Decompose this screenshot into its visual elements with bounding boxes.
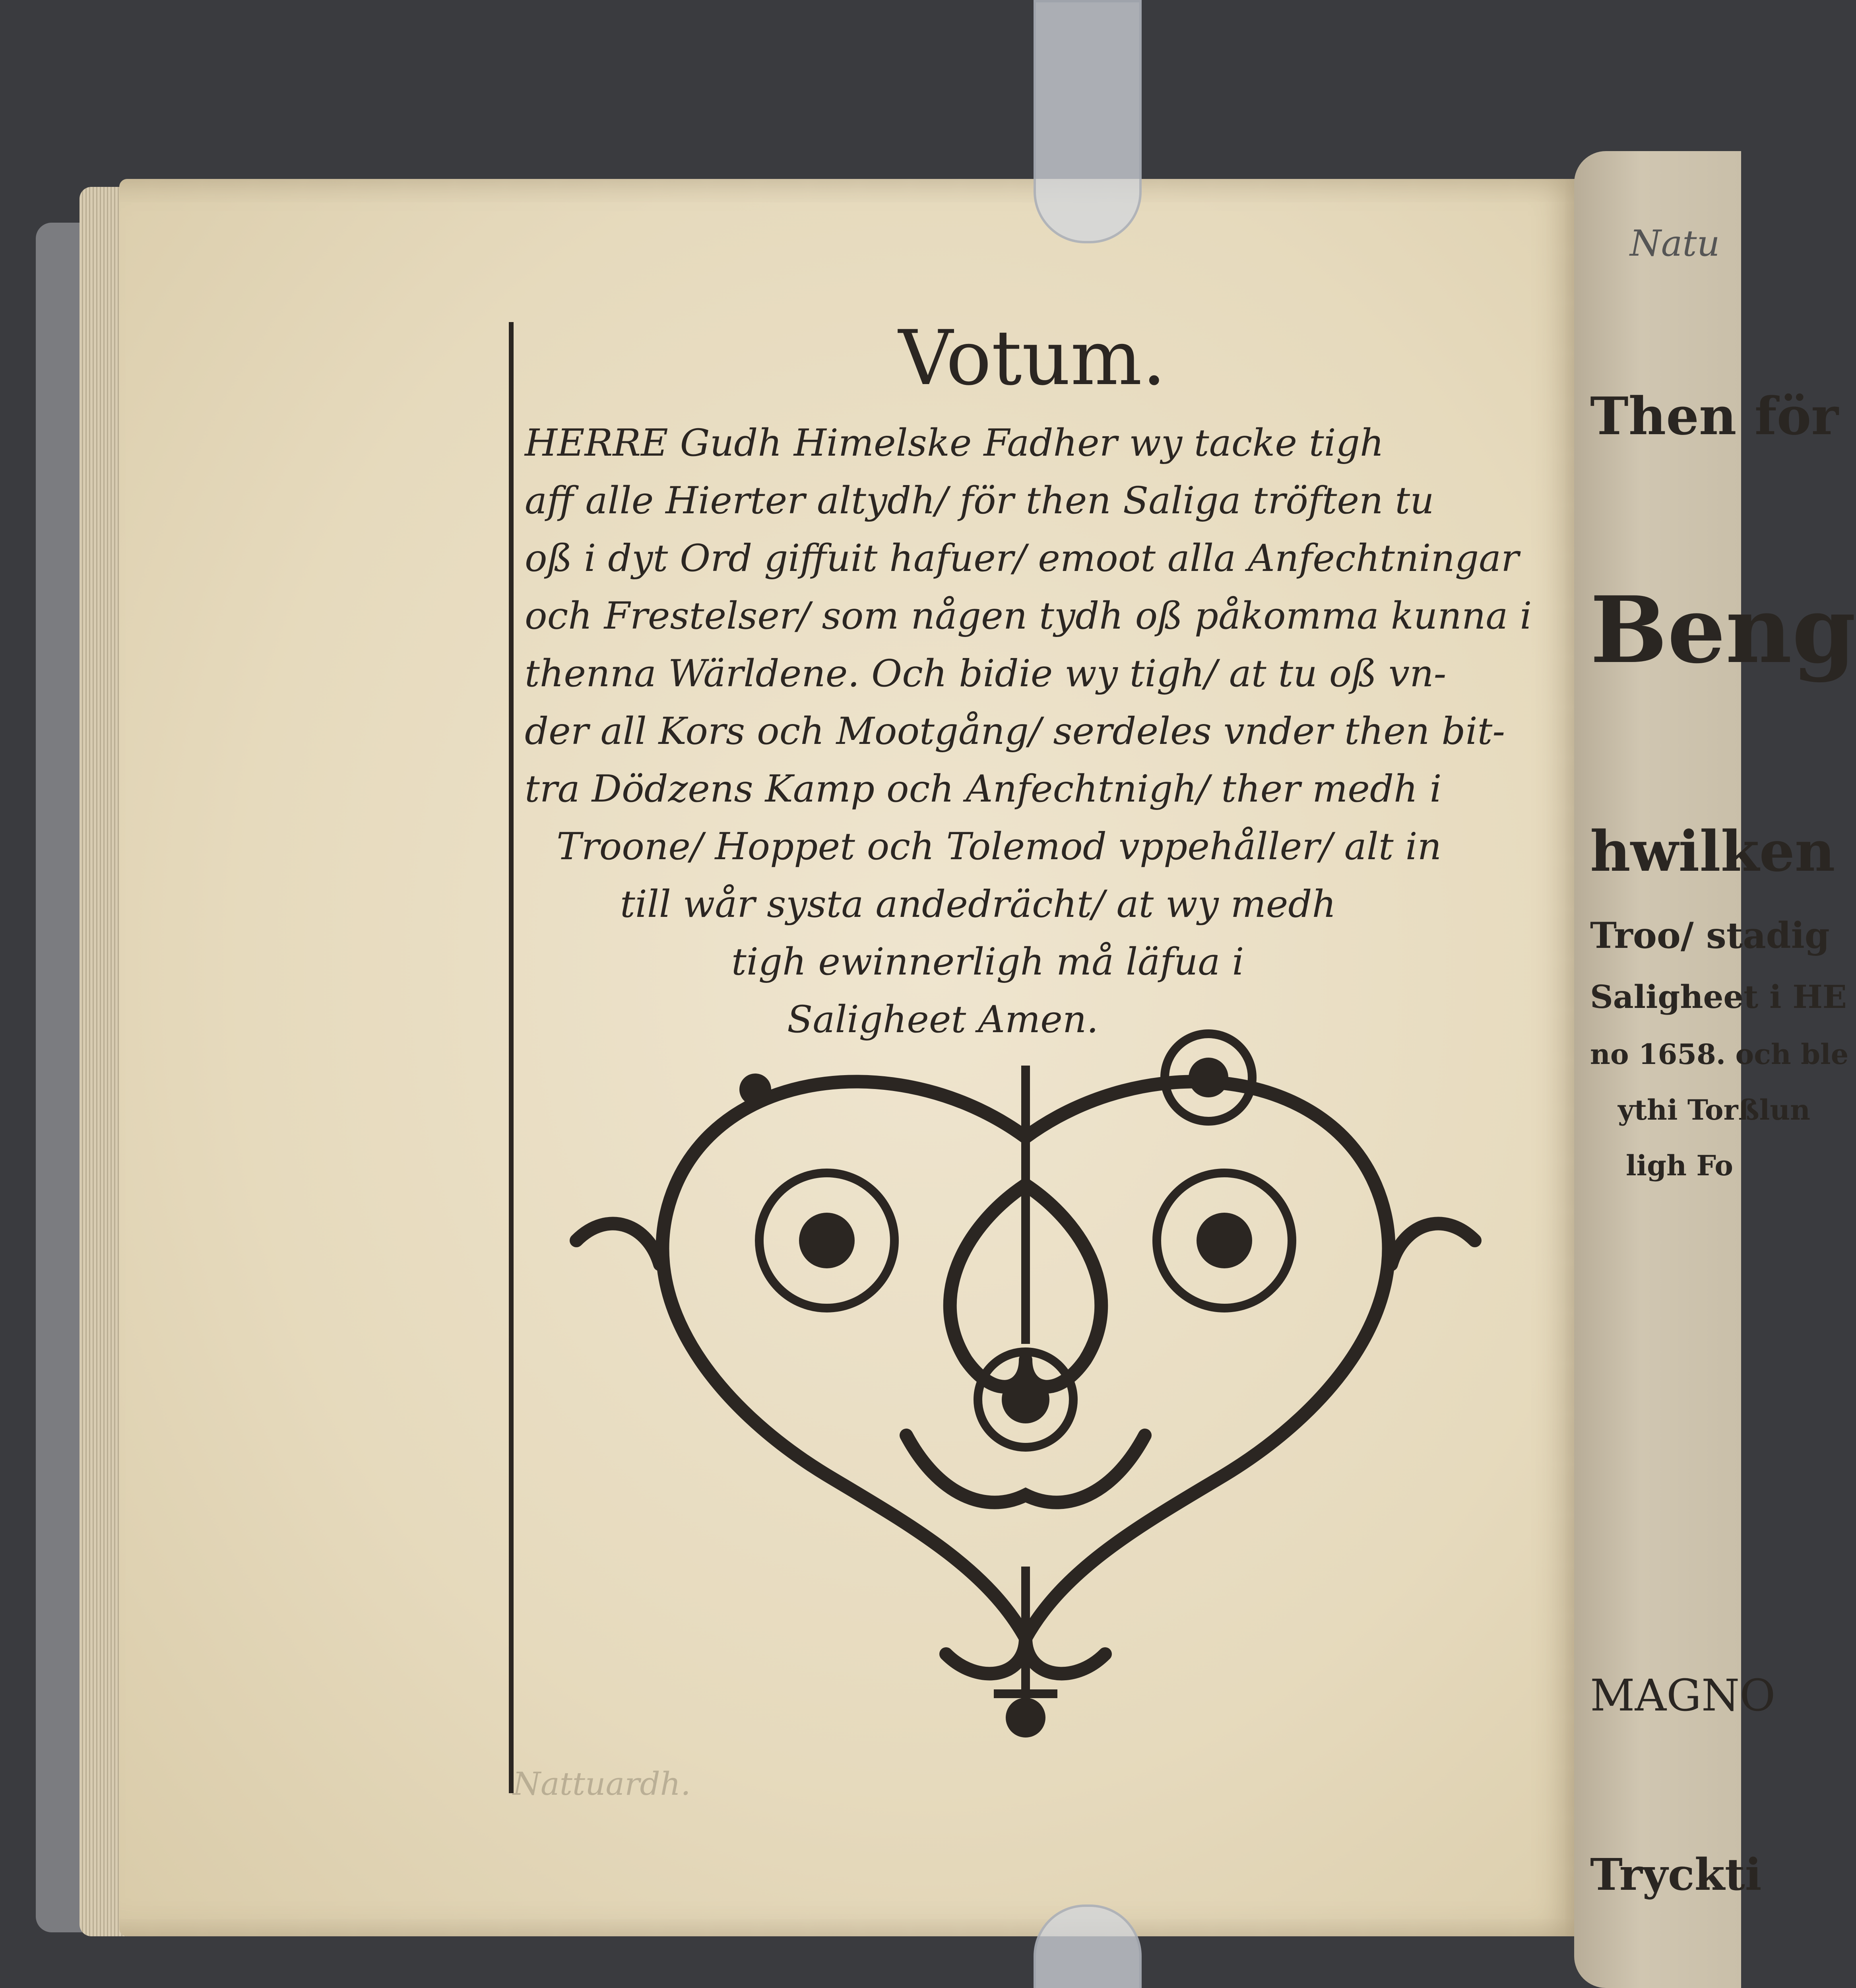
right-fragment: Beng: [1590, 577, 1856, 684]
right-fragment: Then för: [1590, 386, 1839, 447]
text-line: och Frestelser/ som någen tydh oß påkomma kunna i: [525, 594, 1532, 638]
right-page-text: [1590, 199, 1856, 1948]
text-line: Saligheet Amen.: [787, 998, 1099, 1041]
text-line: till wår systa andedrächt/ at wy medh: [620, 883, 1336, 926]
right-fragment: hwilken: [1590, 819, 1835, 884]
text-line: HERRE Gudh Himelske Fadher wy tacke tigh: [525, 421, 1384, 465]
text-line: aff alle Hierter altydh/ för then Saliga tröften tu: [525, 479, 1434, 522]
text-line: der all Kors och Mootgång/ serdeles vnder then bit-: [525, 710, 1505, 753]
text-line: thenna Wärldene. Och bidie wy tigh/ at tu oß vn-: [525, 652, 1447, 695]
right-fragment: ythi Torßlun: [1618, 1093, 1811, 1126]
faint-bleed-through: Nattuardh.: [513, 1765, 691, 1802]
right-fragment: ligh Fo: [1626, 1149, 1733, 1182]
pencil-note: Natu: [1630, 223, 1720, 264]
right-fragment: Troo/ stadig: [1590, 914, 1830, 957]
right-fragment: no 1658. och ble: [1590, 1038, 1849, 1071]
right-fragment: Saligheet i HE: [1590, 978, 1847, 1015]
top-page-clip: [1034, 0, 1142, 243]
margin-rule: [509, 322, 514, 1793]
floral-woodcut-ornament-icon: [549, 1018, 1503, 1745]
text-line: tra Dödzens Kamp och Anfechtnigh/ ther medh i: [525, 767, 1442, 811]
page-title: Votum.: [898, 314, 1166, 402]
text-line: Troone/ Hoppet och Tolemod vppehåller/ alt in: [557, 825, 1442, 868]
right-fragment: MAGNO: [1590, 1670, 1776, 1721]
text-line: tigh ewinnerligh må läfua i: [731, 940, 1244, 984]
text-line: oß i dyt Ord giffuit hafuer/ emoot alla Anfechtningar: [525, 537, 1519, 580]
right-fragment: Tryckti: [1590, 1849, 1762, 1900]
